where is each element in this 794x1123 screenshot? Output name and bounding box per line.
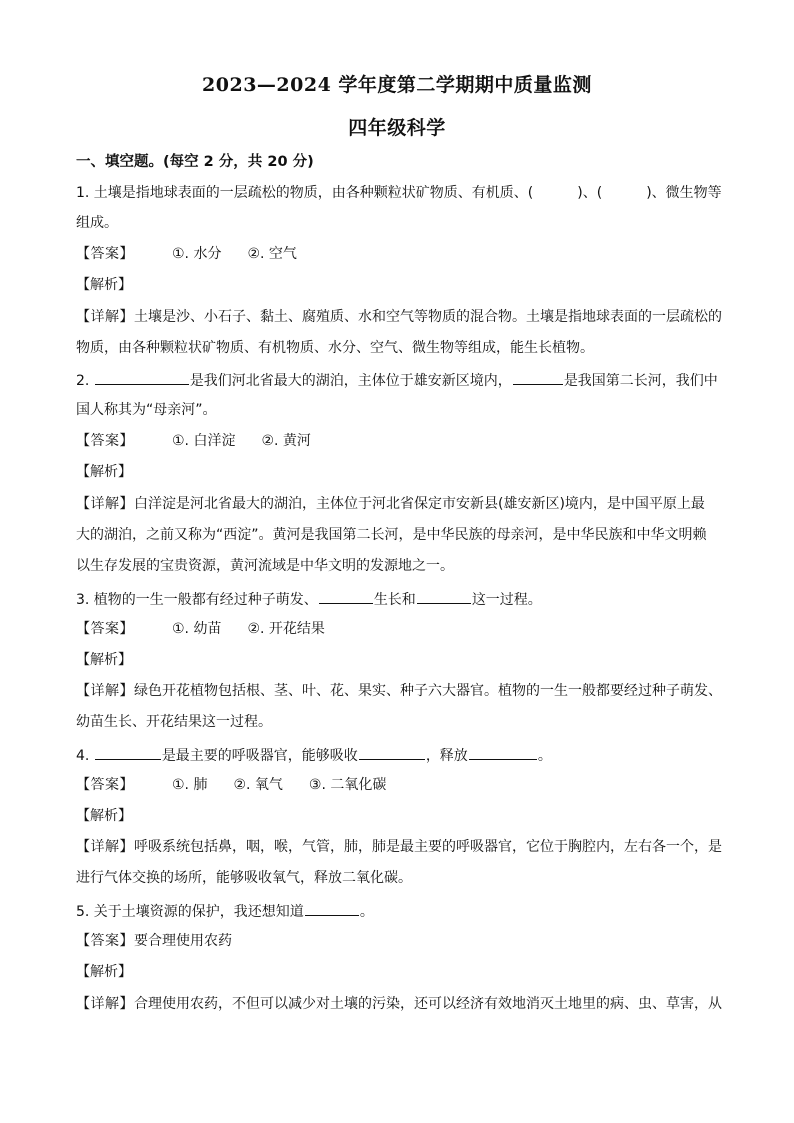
question-2-detail-text-1: 白洋淀是河北省最大的湖泊，主体位于河北省保定市安新县(雄安新区)境内，是中国平原上最 <box>134 496 705 512</box>
question-1-line-2: 组成。 <box>76 215 118 231</box>
question-3-blank-2 <box>417 588 471 604</box>
question-4-detail-line-2: 进行气体交换的场所，能够吸收氧气，释放二氧化碳。 <box>76 870 412 886</box>
question-3-answer <box>76 619 724 639</box>
question-3-answer-1: ①. 幼苗 <box>172 621 222 637</box>
question-2-text-a: 是我们河北省最大的湖泊，主体位于雄安新区境内， <box>189 373 512 389</box>
page-title: 2023—2024 学年度第二学期期中质量监测 <box>202 74 592 96</box>
question-2-detail-line-3: 以生存发展的宝贵资源，黄河流域是中华文明的发源地之一。 <box>76 558 454 574</box>
question-5-analysis-label: 【解析】 <box>76 964 132 980</box>
question-2-answer-1: ①. 白洋淀 <box>172 433 236 449</box>
answer-label: 【答案】 <box>76 777 134 793</box>
question-4-blank-1 <box>95 744 161 760</box>
question-5-detail-text-1: 合理使用农药，不但可以减少对土壤的污染，还可以经济有效地消灭土地里的病、虫、草害，从 <box>134 996 722 1012</box>
detail-label: 【详解】 <box>76 839 134 855</box>
question-1-answer-2: ②. 空气 <box>247 246 297 262</box>
question-4-detail-text-1: 呼吸系统包括鼻，咽，喉，气管，肺，肺是最主要的呼吸器官，它位于胸腔内，左右各一个，是 <box>134 839 722 855</box>
detail-label: 【详解】 <box>76 996 134 1012</box>
question-4-text-c: 。 <box>537 748 552 764</box>
question-3-text-a: 3. 植物的一生一般都有经过种子萌发、 <box>76 592 318 608</box>
question-5-text-b: 。 <box>359 904 374 920</box>
question-3-text-b: 生长和 <box>373 592 416 608</box>
answer-label: 【答案】 <box>76 433 134 449</box>
question-2-detail-line-2: 大的湖泊，之前又称为“西淀”。黄河是我国第二长河，是中华民族的母亲河，是中华民族和中华文明赖 <box>76 527 707 543</box>
question-1-detail-text-1: 土壤是沙、小石子、黏土、腐殖质、水和空气等物质的混合物。土壤是指地球表面的一层疏松的 <box>134 309 722 325</box>
answer-label: 【答案】 <box>76 246 134 262</box>
question-3-detail-line-2: 幼苗生长、开花结果这一过程。 <box>76 714 272 730</box>
question-2-blank-1 <box>95 369 189 385</box>
question-1-line-1 <box>76 183 724 203</box>
question-2-answer-2: ②. 黄河 <box>261 433 311 449</box>
question-2-answer <box>76 431 724 451</box>
detail-label: 【详解】 <box>76 683 134 699</box>
question-2-line-1 <box>76 369 724 391</box>
question-5-detail-line-1 <box>76 994 724 1014</box>
question-2-number: 2. <box>76 373 90 389</box>
question-4-analysis-label: 【解析】 <box>76 808 132 824</box>
question-1-analysis-label: 【解析】 <box>76 277 132 293</box>
question-1-text-a: 1. 土壤是指地球表面的一层疏松的物质，由各种颗粒状矿物质、有机质、( <box>76 185 534 201</box>
question-3-detail-text-1: 绿色开花植物包括根、茎、叶、花、果实、种子六大器官。植物的一生一般都要经过种子萌发、 <box>134 683 722 699</box>
question-4-number: 4. <box>76 748 90 764</box>
detail-label: 【详解】 <box>76 309 134 325</box>
question-4-blank-2 <box>359 744 425 760</box>
page-subtitle: 四年级科学 <box>348 117 446 139</box>
question-2-line-2: 国人称其为“母亲河”。 <box>76 402 217 418</box>
question-1-answer-1: ①. 水分 <box>172 246 222 262</box>
question-3-blank-1 <box>319 588 373 604</box>
question-3-detail-line-1 <box>76 681 724 701</box>
question-5-answer <box>76 931 724 951</box>
answer-label: 【答案】 <box>76 621 134 637</box>
question-5-blank-1 <box>305 900 359 916</box>
question-5-text-a: 5. 关于土壤资源的保护，我还想知道 <box>76 904 304 920</box>
detail-label: 【详解】 <box>76 496 134 512</box>
question-5-line-1 <box>76 900 724 922</box>
question-3-line-1 <box>76 588 724 610</box>
question-2-text-b: 是我国第二长河，我们中 <box>563 373 718 389</box>
question-1-text-c: )、微生物等 <box>646 185 722 201</box>
question-4-answer-1: ①. 肺 <box>172 777 208 793</box>
question-1-detail-line-1 <box>76 307 724 327</box>
question-4-answer <box>76 775 724 795</box>
question-2-blank-2 <box>513 369 563 385</box>
question-4-answer-2: ②. 氧气 <box>233 777 283 793</box>
question-3-analysis-label: 【解析】 <box>76 652 132 668</box>
question-1-answer <box>76 244 724 264</box>
question-4-text-a: 是最主要的呼吸器官，能够吸收 <box>161 748 358 764</box>
question-1-detail-line-2: 物质，由各种颗粒状矿物质、有机物质、水分、空气、微生物等组成，能生长植物。 <box>76 340 594 356</box>
question-1-text-b: )、( <box>577 185 603 201</box>
question-4-line-1 <box>76 744 724 766</box>
question-4-detail-line-1 <box>76 837 724 857</box>
question-5-answer-text: 要合理使用农药 <box>134 933 232 949</box>
question-2-detail-line-1 <box>76 494 724 514</box>
question-4-text-b: ，释放 <box>425 748 468 764</box>
question-4-answer-3: ③. 二氧化碳 <box>308 777 387 793</box>
question-3-answer-2: ②. 开花结果 <box>247 621 325 637</box>
question-4-blank-3 <box>469 744 537 760</box>
answer-label: 【答案】 <box>76 933 134 949</box>
question-3-text-c: 这一过程。 <box>471 592 542 608</box>
question-2-analysis-label: 【解析】 <box>76 464 132 480</box>
section-heading: 一、填空题。(每空 2 分，共 20 分) <box>76 154 314 170</box>
